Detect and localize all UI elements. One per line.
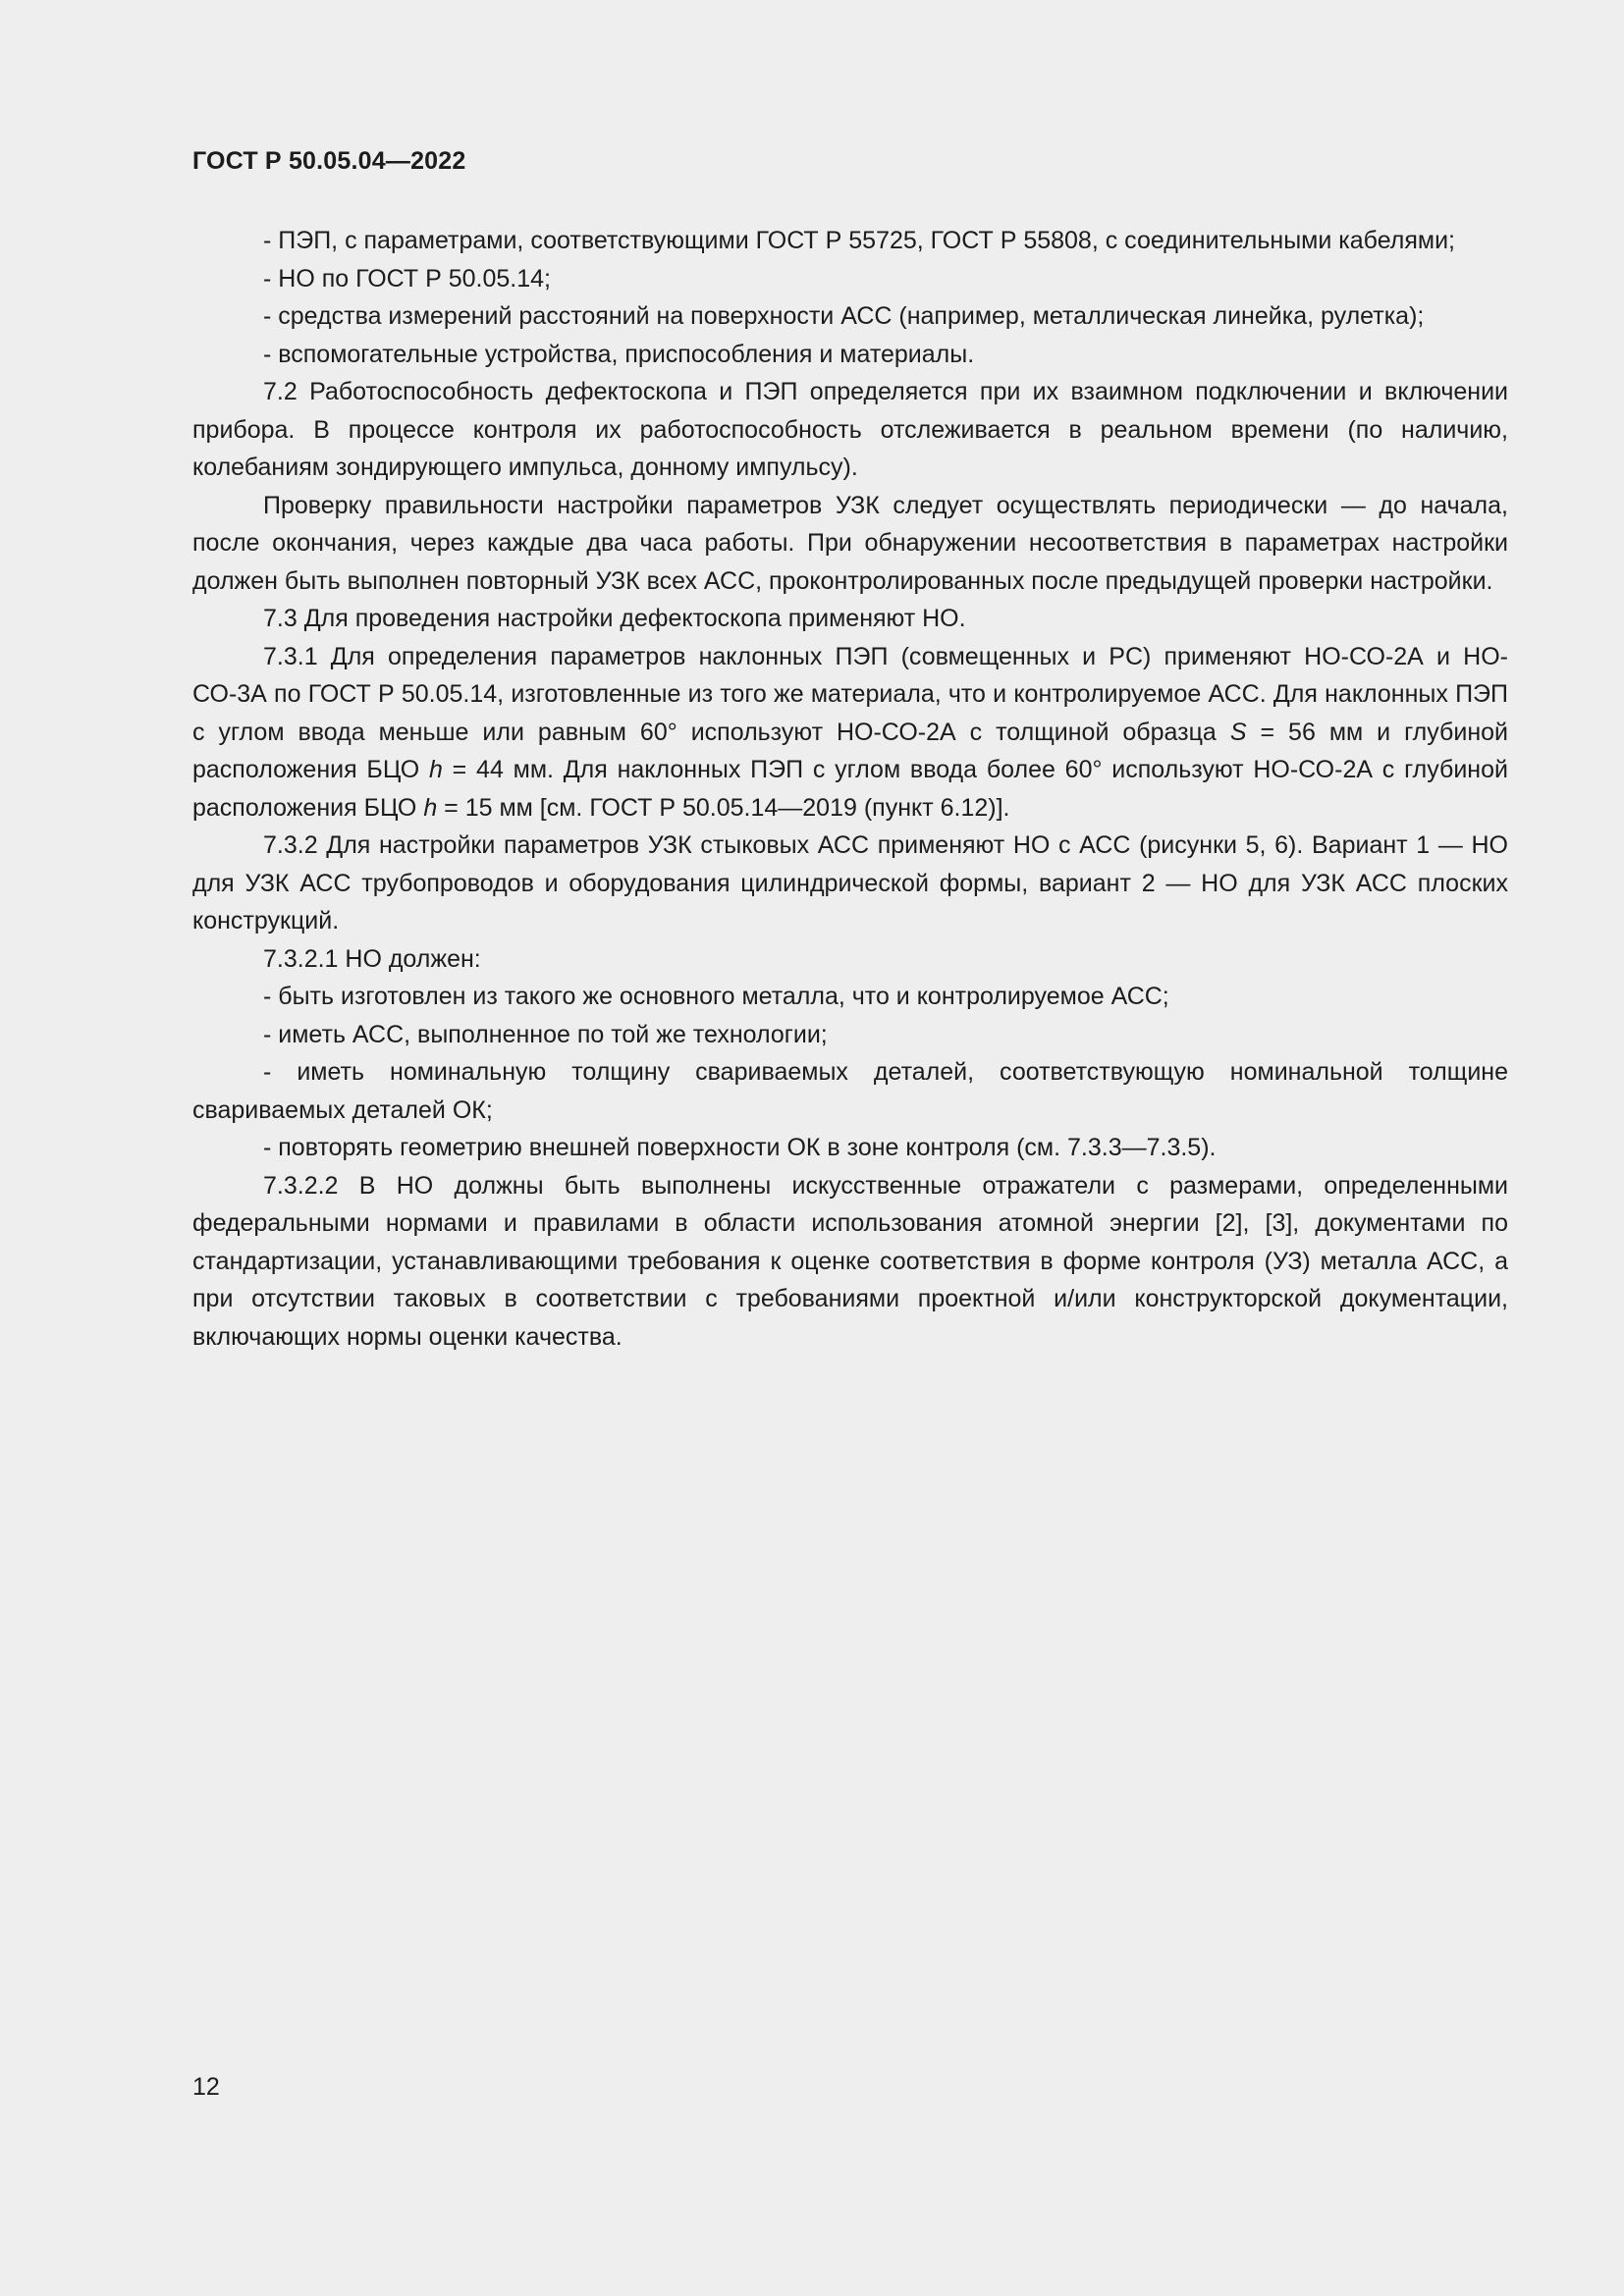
list-item: - вспомогательные устройства, приспособления и материалы.	[263, 340, 975, 368]
list-item: - иметь АСС, выполненное по той же технологии;	[263, 1020, 828, 1048]
paragraph: Проверку правильности настройки параметров УЗК следует осуществлять периодически — до начала, после окончания, через каждые два часа работы. При обнаружении несоответствия в параметрах настройки должен быть выполнен повторный УЗК всех АСС, проконтролированных после предыдущей проверки настройки.	[192, 491, 1508, 595]
paragraph-7-3-2-2: 7.3.2.2 В НО должны быть выполнены искусственные отражатели с размерами, определенными федеральными нормами и правилами в области использования атомной энергии [2], [3], документами по стандартизации, устанавливающими требования к оценке соответствия в форме контроля (УЗ) металла АСС, а при отсутствии таковых в соответствии с требованиями проектной и/или конструкторской документации, включающих нормы оценки качества.	[192, 1171, 1508, 1351]
paragraph-7-3-1: 7.3.1 Для определения параметров наклонных ПЭП (совмещенных и PC) применяют НО-СО-2А и НО-СО-3А по ГОСТ Р 50.05.14, изготовленные из того же материала, что и контролируемое АСС. Для наклонных ПЭП с углом ввода меньше или равным 60° используют НО-СО-2А с толщиной образца S = 56 мм и глубиной расположения БЦО h = 44 мм. Для наклонных ПЭП с углом ввода более 60° используют НО-СО-2А с глубиной расположения БЦО h = 15 мм [см. ГОСТ Р 50.05.14—2019 (пункт 6.12)].	[192, 642, 1509, 822]
paragraph-7-3-2-1: 7.3.2.1 НО должен:	[263, 944, 481, 973]
list-item: - ПЭП, с параметрами, соответствующими ГОСТ Р 55725, ГОСТ Р 55808, с соединительными кабелями;	[263, 227, 1455, 254]
list-item: - НО по ГОСТ Р 50.05.14;	[263, 264, 552, 293]
paragraph-7-2: 7.2 Работоспособность дефектоскопа и ПЭП определяется при их взаимном подключении и включении прибора. В процессе контроля их работоспособность отслеживается в реальном времени (по наличию, колебаниям зондирующего импульса, донному импульсу).	[192, 378, 1508, 481]
paragraph-7-3-2: 7.3.2 Для настройки параметров УЗК стыковых АСС применяют НО с АСС (рисунки 5, 6). Вариант 1 — НО для УЗК АСС трубопроводов и оборудования цилиндрической формы, вариант 2 — НО для УЗК АСС плоских конструкций.	[192, 831, 1508, 934]
page-number: 12	[192, 2073, 220, 2101]
document-header: ГОСТ Р 50.05.04—2022	[192, 147, 466, 175]
list-item: - средства измерений расстояний на поверхности АСС (например, металлическая линейка, рулетка);	[263, 302, 1425, 330]
document-body	[192, 222, 1508, 1356]
paragraph-7-3: 7.3 Для проведения настройки дефектоскопа применяют НО.	[263, 605, 966, 632]
list-item: - иметь номинальную толщину свариваемых деталей, соответствующую номинальной толщине свариваемых деталей ОК;	[192, 1058, 1508, 1124]
list-item: - быть изготовлен из такого же основного металла, что и контролируемое АСС;	[263, 983, 1169, 1010]
list-item: - повторять геометрию внешней поверхности ОК в зоне контроля (см. 7.3.3—7.3.5).	[263, 1134, 1217, 1161]
